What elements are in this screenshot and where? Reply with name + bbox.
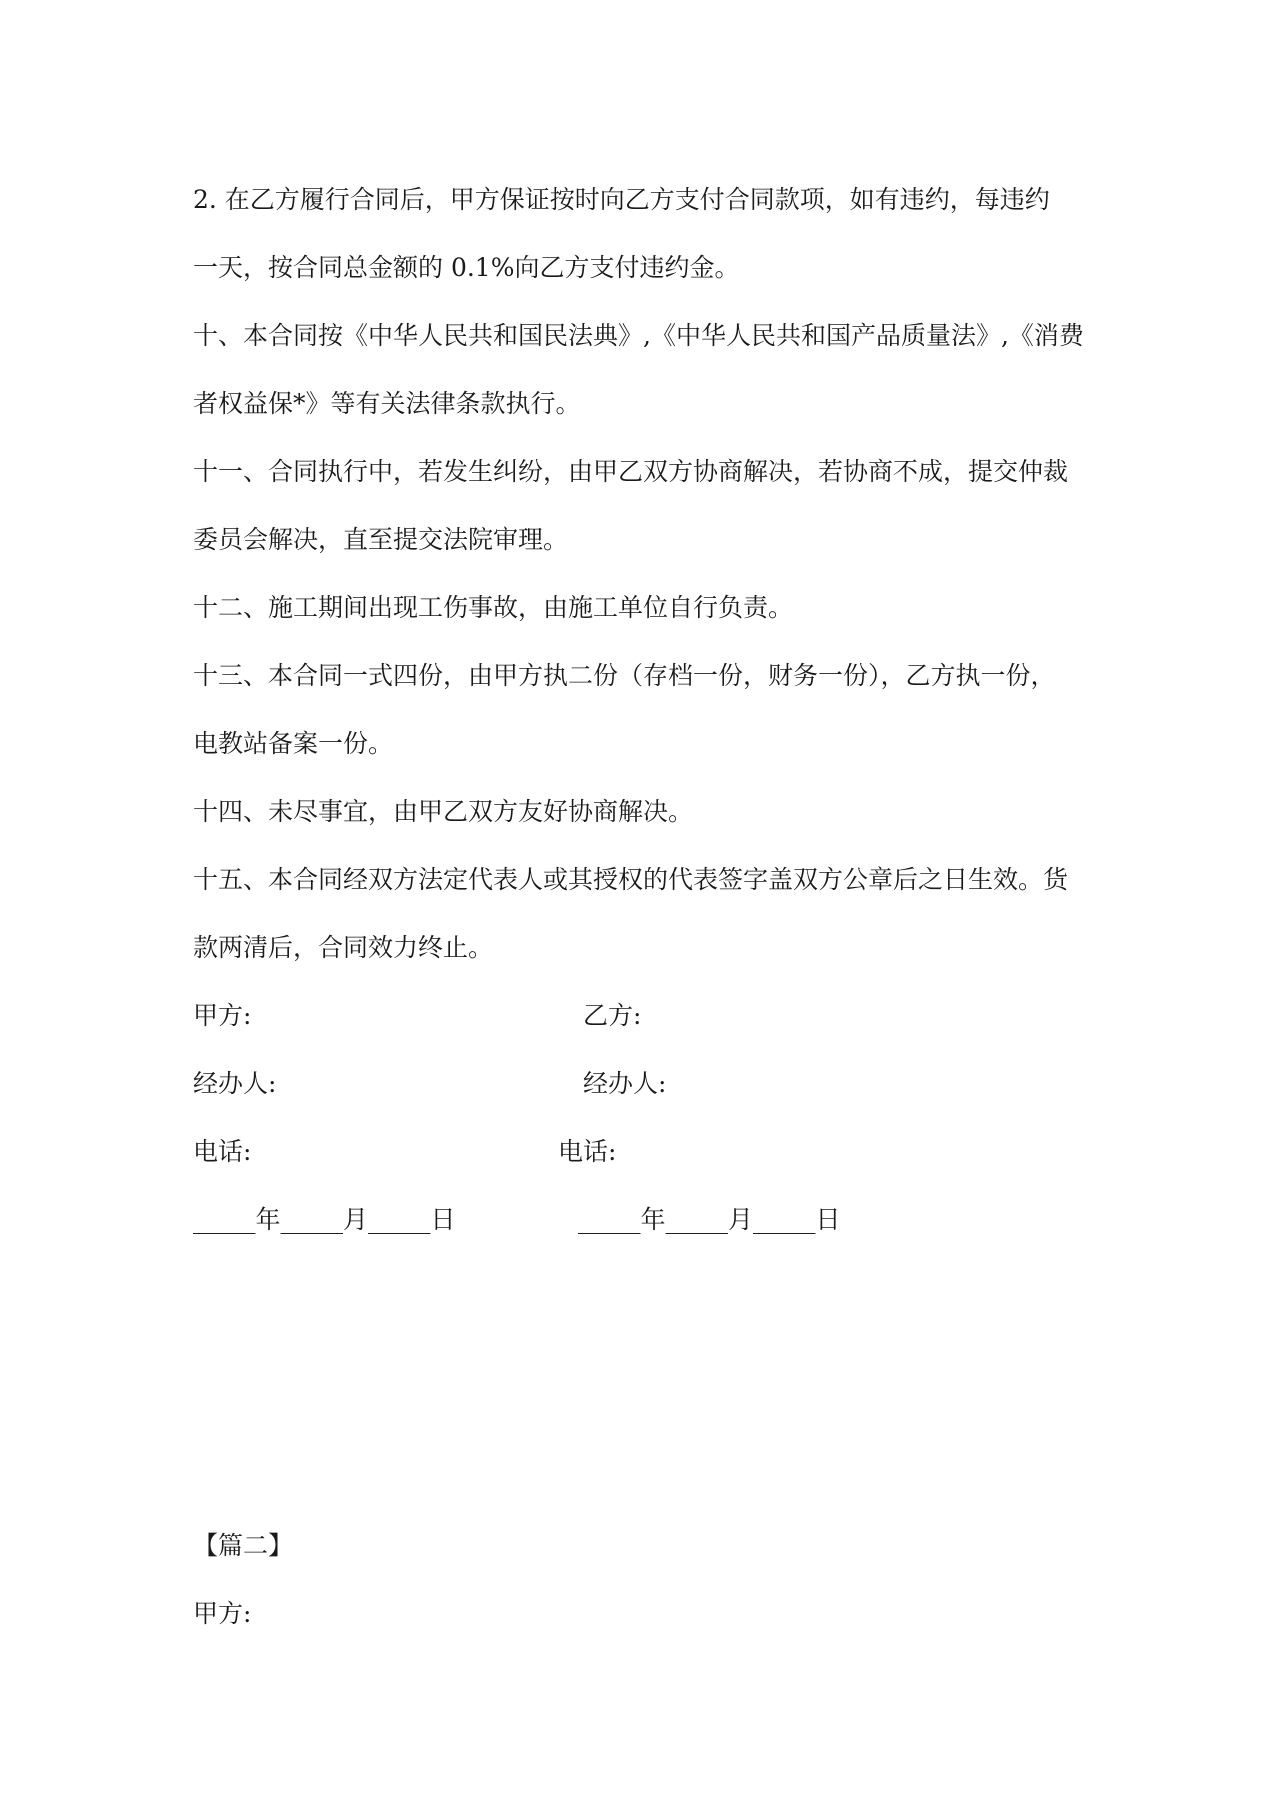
signature-phone-row (193, 1118, 1093, 1186)
paragraph-line: 十二、施工期间出现工伤事故，由施工单位自行负责。 (193, 593, 794, 622)
paragraph-line: 十一、合同执行中，若发生纠纷，由甲乙双方协商解决，若协商不成，提交仲裁 (193, 457, 1069, 486)
paragraph-line: 十四、未尽事宜，由甲乙双方友好协商解决。 (193, 797, 694, 826)
section-two-party-a-label: 甲方: (193, 1599, 252, 1628)
paragraph-line: 电教站备案一份。 (193, 729, 394, 758)
paragraph-line: 委员会解决，直至提交法院审理。 (193, 525, 569, 554)
agent-a-label: 经办人: (193, 1069, 277, 1098)
paragraph-line: 者权益保*》等有关法律条款执行。 (193, 389, 581, 418)
paragraph-line: 一天，按合同总金额的 0.1%向乙方支付违约金。 (193, 253, 740, 282)
section-two-heading: 【篇二】 (193, 1531, 294, 1560)
paragraph-line: 款两清后，合同效力终止。 (193, 933, 494, 962)
phone-b-label: 电话: (558, 1137, 617, 1166)
agent-b-label: 经办人: (583, 1069, 667, 1098)
signature-agent-row (193, 1050, 1093, 1118)
date-b: _____年_____月_____日 (578, 1205, 841, 1234)
party-b-label: 乙方: (583, 1001, 642, 1030)
signature-party-row (193, 982, 1093, 1050)
contract-body (193, 166, 1093, 1254)
party-a-label: 甲方: (193, 1001, 252, 1030)
paragraph-line: 十、本合同按《中华人民共和国民法典》,《中华人民共和国产品质量法》,《消费 (193, 321, 1084, 350)
paragraph-line: 2. 在乙方履行合同后，甲方保证按时向乙方支付合同款项，如有违约，每违约 (193, 185, 1050, 214)
signature-date-row (193, 1186, 1093, 1254)
paragraph-line: 十五、本合同经双方法定代表人或其授权的代表签字盖双方公章后之日生效。货 (193, 865, 1069, 894)
date-a: _____年_____月_____日 (193, 1205, 456, 1234)
paragraph-line: 十三、本合同一式四份，由甲方执二份（存档一份，财务一份），乙方执一份， (193, 661, 1056, 690)
phone-a-label: 电话: (193, 1137, 252, 1166)
